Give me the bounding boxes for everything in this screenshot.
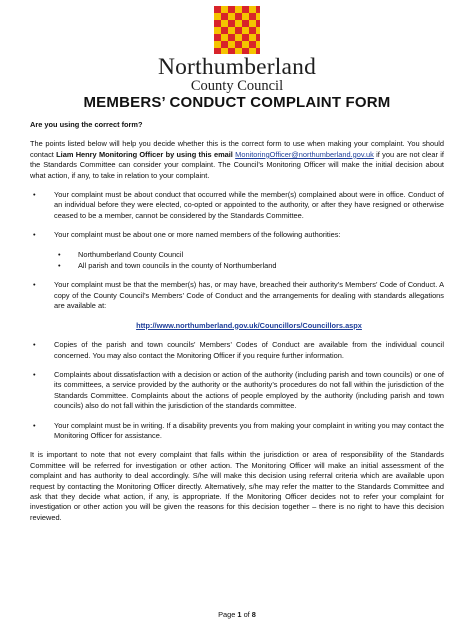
bullet-dot: • xyxy=(33,369,36,379)
section-heading: Are you using the correct form? xyxy=(30,120,143,129)
sub-bullet-text: All parish and town councils in the county of Northumberland xyxy=(78,261,277,271)
sub-bullet-item xyxy=(54,261,444,271)
closing-paragraph: It is important to note that not every complaint that falls within the jurisdiction or area of responsibility of the Standards Committee will be referred for investigation or other action. The Monitoring Officer will make an initial assessment of the complaint and has authority to deal accordingly. S/he will make this decision using referral criteria which are available upon request by contacting the Monitoring Officer directly. Alternatively, s/he may refer the matter to the Standards Committee and ask that they decide what action, if any, is appropriate. If the Monitoring Officer decides not to refer your complaint for investigation or other action you will be given the reasons for this decision together – there is no right to have this decision reviewed. xyxy=(30,450,444,522)
bullet-item xyxy=(30,190,444,221)
bullet-dot: • xyxy=(58,249,61,259)
form-title: MEMBERS’ CONDUCT COMPLAINT FORM xyxy=(83,94,391,111)
page-mid: of xyxy=(241,610,252,619)
bullet-dot: • xyxy=(33,420,36,430)
link-line xyxy=(54,321,444,331)
bullet-dot: • xyxy=(58,261,61,271)
contact-name: Liam Henry Monitoring Officer by using this email xyxy=(56,149,233,159)
northumberland-flag-logo xyxy=(214,6,260,54)
sub-bullet-text: Northumberland County Council xyxy=(78,249,184,259)
bullet-item xyxy=(30,230,444,271)
intro-paragraph xyxy=(30,139,444,181)
bullet-text: Your complaint must be that the member(s) has, or may have, breached their authority’s Members’ Code of Conduct. A copy of the County Council’s Members’ Code of Conduct and the arrangements for dealing with standards allegations are available at: xyxy=(54,280,444,311)
councillors-url-link[interactable]: http://www.northumberland.gov.uk/Councillors/Councillors.aspx xyxy=(136,320,362,330)
org-name: Northumberland xyxy=(157,54,317,80)
bullet-item xyxy=(30,421,444,442)
bullet-text: Copies of the parish and town councils’ Members’ Codes of Conduct are available from the individual council concerned. You may also contact the Monitoring Officer if you require further information. xyxy=(54,340,444,360)
bullet-dot: • xyxy=(33,280,36,290)
bullet-dot: • xyxy=(33,190,36,200)
bullet-dot: • xyxy=(33,340,36,350)
page-total: 8 xyxy=(251,610,256,619)
bullet-dot: • xyxy=(33,230,36,240)
bullet-text: Your complaint must be about conduct that occurred while the member(s) complained about were in office. Conduct of an individual before they were elected, co-opted or appointed to the authority, or after they have resigned or otherwise ceased to be a member, cannot be considered by the Standards Committee. xyxy=(54,190,444,220)
page-footer xyxy=(0,610,474,619)
intro-text-b: if you are not clear if the Standards Committee can consider your complaint. The Council’s Monitoring Officer will make the initial decision about what action, if any, to take in relation to your complaint. xyxy=(30,149,444,180)
intro-text-a: The points listed below will help you decide whether this is the correct form to use when making your complaint. You should contact xyxy=(30,139,444,159)
council-logo xyxy=(0,6,474,94)
monitoring-officer-email-link[interactable]: MonitoringOfficer@northumberland.gov.uk xyxy=(235,149,374,159)
bullet-item xyxy=(30,340,444,361)
sub-bullet-item xyxy=(54,250,444,260)
bullet-item xyxy=(30,280,444,331)
document-body xyxy=(30,120,444,523)
page-prefix: Page xyxy=(218,610,238,619)
bullet-text: Your complaint must be about one or more named members of the following authorities: xyxy=(54,230,341,240)
page-number: 1 xyxy=(237,610,242,619)
bullet-text: Complaints about dissatisfaction with a decision or action of the authority (including parish and town councils) or one of its committees, a service provided by the authority or the authority’s procedures do not fall within the jurisdiction of the Standards Committee. Complaints about the actions of people employed by the authority (including parish and town councils) also do not fall within the jurisdiction of the standards committee. xyxy=(54,369,444,411)
bullet-item xyxy=(30,370,444,412)
bullet-text: Your complaint must be in writing. If a disability prevents you from making your complaint in writing you may contact the Monitoring Officer for assistance. xyxy=(54,420,444,440)
org-subtitle: County Council xyxy=(190,78,284,94)
